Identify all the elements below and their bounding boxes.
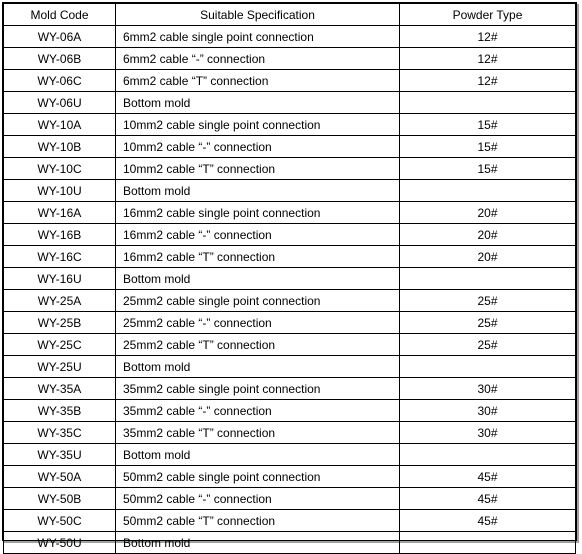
table-row xyxy=(4,180,576,202)
specification-cell: 6mm2 cable “-” connection xyxy=(116,48,400,70)
specification-cell: 50mm2 cable single point connection xyxy=(116,466,400,488)
table-row xyxy=(4,378,576,400)
mold-code-cell: WY-06B xyxy=(4,48,116,70)
table-row xyxy=(4,268,576,290)
specification-cell: Bottom mold xyxy=(116,92,400,114)
powder-type-cell: 25# xyxy=(400,334,576,356)
table-row xyxy=(4,158,576,180)
specification-cell: 6mm2 cable “T” connection xyxy=(116,70,400,92)
powder-type-cell xyxy=(400,444,576,466)
specification-cell: Bottom mold xyxy=(116,532,400,554)
table-row xyxy=(4,136,576,158)
specification-cell: 50mm2 cable “-” connection xyxy=(116,488,400,510)
specification-cell: 10mm2 cable “-” connection xyxy=(116,136,400,158)
table-row xyxy=(4,224,576,246)
mold-code-cell: WY-50C xyxy=(4,510,116,532)
mold-code-cell: WY-16U xyxy=(4,268,116,290)
mold-code-cell: WY-06C xyxy=(4,70,116,92)
powder-type-cell xyxy=(400,356,576,378)
mold-code-cell: WY-06A xyxy=(4,26,116,48)
specification-cell: 50mm2 cable “T” connection xyxy=(116,510,400,532)
powder-type-cell: 30# xyxy=(400,422,576,444)
specification-cell: 35mm2 cable “T” connection xyxy=(116,422,400,444)
powder-type-cell: 20# xyxy=(400,246,576,268)
table-row xyxy=(4,532,576,554)
mold-code-cell: WY-35B xyxy=(4,400,116,422)
powder-type-cell: 25# xyxy=(400,290,576,312)
specification-cell: 35mm2 cable “-” connection xyxy=(116,400,400,422)
spec-table-frame xyxy=(2,2,577,550)
powder-type-cell: 20# xyxy=(400,202,576,224)
header-powder-type: Powder Type xyxy=(400,4,576,26)
mold-code-cell: WY-25B xyxy=(4,312,116,334)
table-row xyxy=(4,202,576,224)
table-row xyxy=(4,400,576,422)
header-suitable-specification: Suitable Specification xyxy=(116,4,400,26)
mold-code-cell: WY-06U xyxy=(4,92,116,114)
specification-cell: Bottom mold xyxy=(116,356,400,378)
table-row xyxy=(4,290,576,312)
powder-type-cell: 12# xyxy=(400,26,576,48)
table-row xyxy=(4,488,576,510)
powder-type-cell: 20# xyxy=(400,224,576,246)
powder-type-cell: 45# xyxy=(400,488,576,510)
table-row xyxy=(4,246,576,268)
table-row xyxy=(4,114,576,136)
specification-cell: 25mm2 cable “T” connection xyxy=(116,334,400,356)
powder-type-cell xyxy=(400,92,576,114)
specification-cell: 6mm2 cable single point connection xyxy=(116,26,400,48)
powder-type-cell: 12# xyxy=(400,70,576,92)
table-row xyxy=(4,92,576,114)
mold-code-cell: WY-35U xyxy=(4,444,116,466)
mold-code-cell: WY-25A xyxy=(4,290,116,312)
powder-type-cell xyxy=(400,268,576,290)
table-row xyxy=(4,312,576,334)
powder-type-cell: 30# xyxy=(400,378,576,400)
mold-code-cell: WY-25U xyxy=(4,356,116,378)
table-row xyxy=(4,356,576,378)
powder-type-cell xyxy=(400,532,576,554)
header-row xyxy=(4,4,576,26)
powder-type-cell: 15# xyxy=(400,114,576,136)
header-mold-code: Mold Code xyxy=(4,4,116,26)
mold-code-cell: WY-50A xyxy=(4,466,116,488)
specification-cell: 16mm2 cable “T” connection xyxy=(116,246,400,268)
specification-cell: 10mm2 cable “T” connection xyxy=(116,158,400,180)
mold-code-cell: WY-16A xyxy=(4,202,116,224)
mold-code-cell: WY-10U xyxy=(4,180,116,202)
mold-code-cell: WY-50B xyxy=(4,488,116,510)
table-row xyxy=(4,26,576,48)
table-row xyxy=(4,444,576,466)
specification-cell: Bottom mold xyxy=(116,180,400,202)
powder-type-cell: 25# xyxy=(400,312,576,334)
powder-type-cell: 12# xyxy=(400,48,576,70)
mold-code-cell: WY-10C xyxy=(4,158,116,180)
specification-cell: 25mm2 cable “-” connection xyxy=(116,312,400,334)
mold-code-cell: WY-35C xyxy=(4,422,116,444)
specification-cell: 10mm2 cable single point connection xyxy=(116,114,400,136)
table-body xyxy=(4,26,576,554)
specification-cell: 16mm2 cable “-” connection xyxy=(116,224,400,246)
powder-type-cell xyxy=(400,180,576,202)
specification-cell: 25mm2 cable single point connection xyxy=(116,290,400,312)
specification-cell: 35mm2 cable single point connection xyxy=(116,378,400,400)
mold-spec-table xyxy=(3,3,576,554)
mold-code-cell: WY-10B xyxy=(4,136,116,158)
mold-code-cell: WY-50U xyxy=(4,532,116,554)
specification-cell: 16mm2 cable single point connection xyxy=(116,202,400,224)
specification-cell: Bottom mold xyxy=(116,268,400,290)
powder-type-cell: 15# xyxy=(400,158,576,180)
powder-type-cell: 45# xyxy=(400,510,576,532)
table-row xyxy=(4,334,576,356)
mold-code-cell: WY-10A xyxy=(4,114,116,136)
table-row xyxy=(4,70,576,92)
mold-code-cell: WY-16C xyxy=(4,246,116,268)
mold-code-cell: WY-35A xyxy=(4,378,116,400)
table-row xyxy=(4,466,576,488)
table-row xyxy=(4,48,576,70)
powder-type-cell: 45# xyxy=(400,466,576,488)
table-row xyxy=(4,510,576,532)
powder-type-cell: 30# xyxy=(400,400,576,422)
powder-type-cell: 15# xyxy=(400,136,576,158)
mold-code-cell: WY-25C xyxy=(4,334,116,356)
table-row xyxy=(4,422,576,444)
specification-cell: Bottom mold xyxy=(116,444,400,466)
mold-code-cell: WY-16B xyxy=(4,224,116,246)
